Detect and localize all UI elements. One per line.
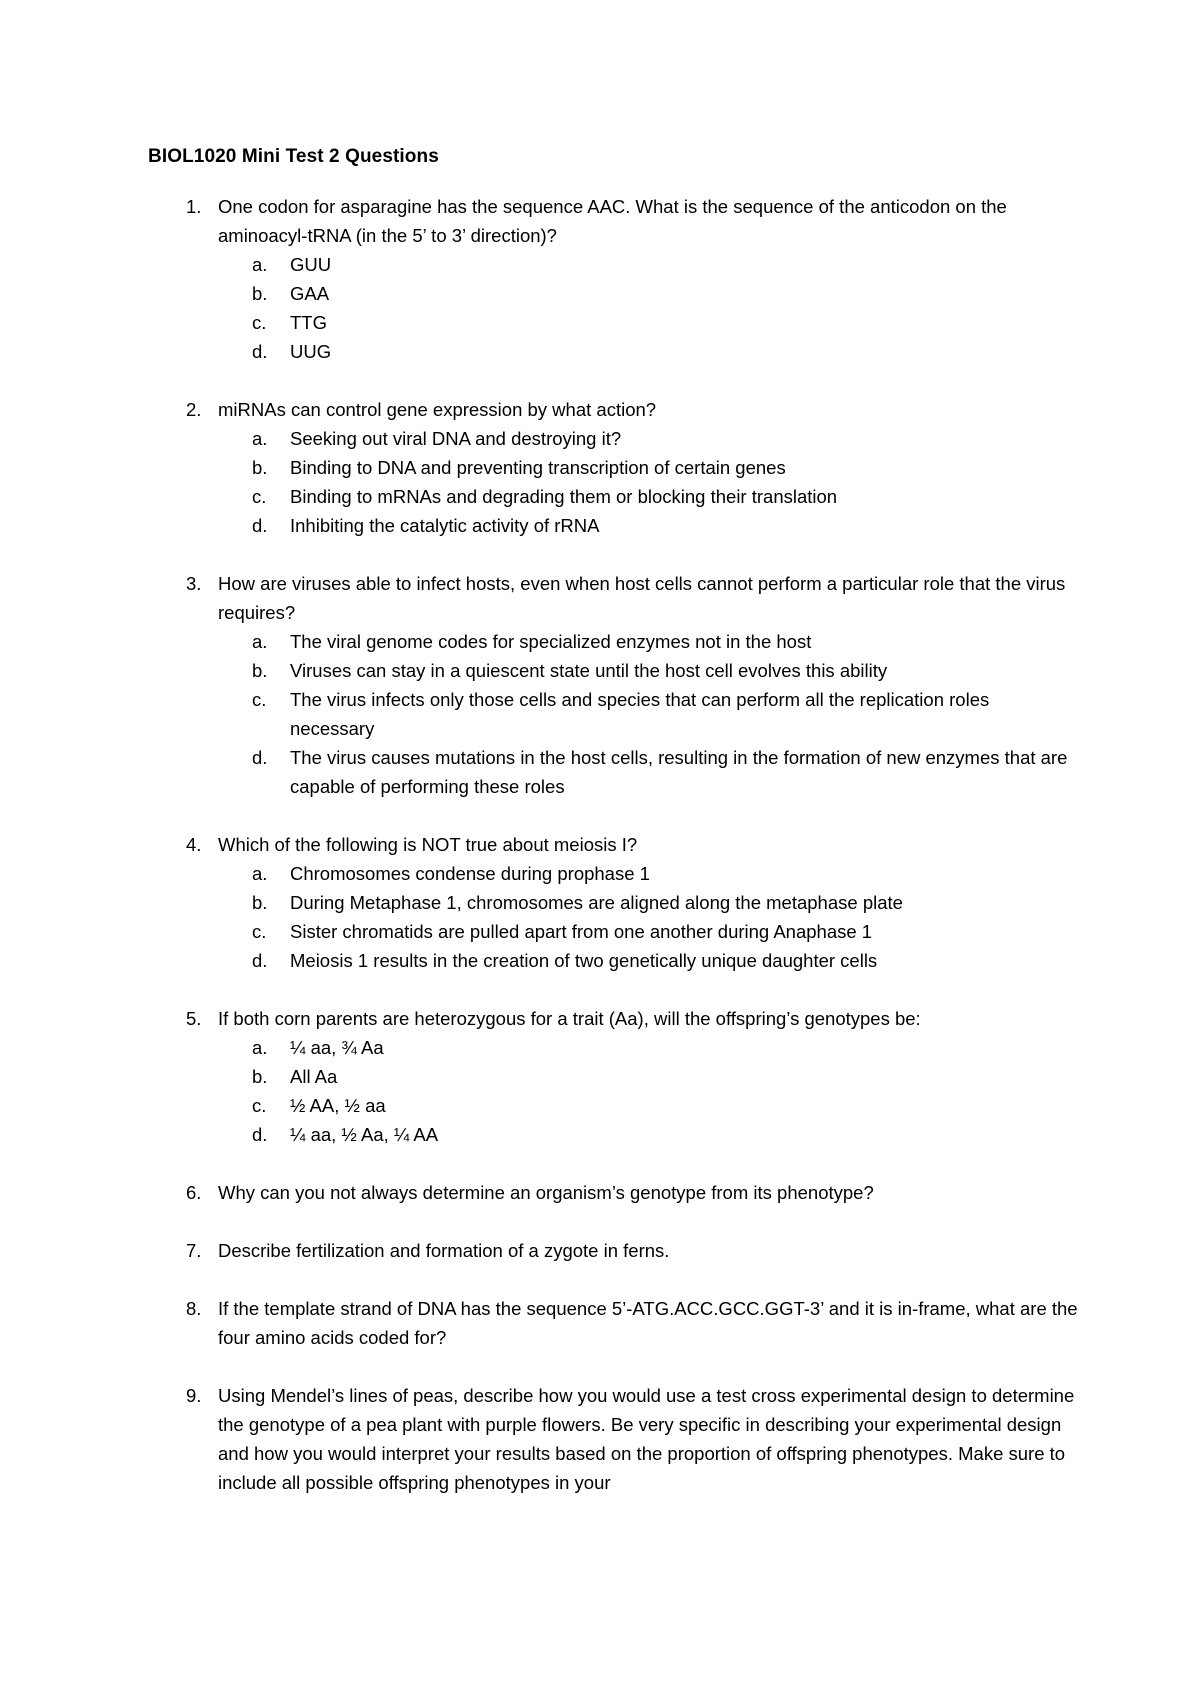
answer-option bbox=[218, 453, 1078, 482]
answer-option bbox=[218, 482, 1078, 511]
option-letter: c. bbox=[252, 921, 267, 942]
question-number: 4. bbox=[186, 834, 202, 855]
question-text: If the template strand of DNA has the sequence 5’-ATG.ACC.GCC.GGT-3’ and it is in-frame, what are the four amino acids coded for? bbox=[218, 1298, 1078, 1348]
option-text: GAA bbox=[290, 283, 330, 304]
page-title: BIOL1020 Mini Test 2 Questions bbox=[148, 146, 439, 167]
option-text: Seeking out viral DNA and destroying it? bbox=[290, 428, 622, 449]
answer-option bbox=[218, 279, 1078, 308]
question-item bbox=[148, 569, 1078, 801]
option-letter: d. bbox=[252, 747, 268, 768]
option-letter: a. bbox=[252, 631, 268, 652]
answer-option bbox=[218, 946, 1078, 975]
answer-option bbox=[218, 424, 1078, 453]
option-text: ¼ aa, ¾ Aa bbox=[290, 1037, 384, 1058]
option-letter: d. bbox=[252, 515, 268, 536]
option-letter: b. bbox=[252, 660, 268, 681]
option-letter: b. bbox=[252, 892, 268, 913]
answer-option bbox=[218, 250, 1078, 279]
option-letter: c. bbox=[252, 312, 267, 333]
answer-option bbox=[218, 627, 1078, 656]
answer-option bbox=[218, 1091, 1078, 1120]
answer-option bbox=[218, 308, 1078, 337]
option-text: GUU bbox=[290, 254, 332, 275]
answer-option bbox=[218, 917, 1078, 946]
question-text: One codon for asparagine has the sequence AAC. What is the sequence of the anticodon on the aminoacyl-tRNA (in the 5’ to 3’ direction)? bbox=[218, 196, 1007, 246]
answer-options bbox=[218, 627, 1078, 801]
answer-option bbox=[218, 511, 1078, 540]
question-item bbox=[148, 1178, 1078, 1207]
option-letter: b. bbox=[252, 1066, 268, 1087]
question-item bbox=[148, 1294, 1078, 1352]
option-text: Inhibiting the catalytic activity of rRNA bbox=[290, 515, 600, 536]
answer-options bbox=[218, 859, 1078, 975]
question-item bbox=[148, 1381, 1078, 1497]
answer-option bbox=[218, 1120, 1078, 1149]
option-text: Binding to mRNAs and degrading them or blocking their translation bbox=[290, 486, 838, 507]
answer-options bbox=[218, 1033, 1078, 1149]
option-letter: a. bbox=[252, 428, 268, 449]
option-text: The viral genome codes for specialized enzymes not in the host bbox=[290, 631, 812, 652]
question-text: Why can you not always determine an organism’s genotype from its phenotype? bbox=[218, 1182, 874, 1203]
question-number: 9. bbox=[186, 1385, 202, 1406]
question-list bbox=[148, 192, 1078, 1526]
option-text: UUG bbox=[290, 341, 332, 362]
question-text: miRNAs can control gene expression by what action? bbox=[218, 399, 657, 420]
option-text: Sister chromatids are pulled apart from one another during Anaphase 1 bbox=[290, 921, 873, 942]
answer-options bbox=[218, 424, 1078, 540]
option-letter: c. bbox=[252, 1095, 267, 1116]
question-number: 8. bbox=[186, 1298, 202, 1319]
option-text: Chromosomes condense during prophase 1 bbox=[290, 863, 650, 884]
option-letter: a. bbox=[252, 1037, 268, 1058]
question-number: 3. bbox=[186, 573, 202, 594]
answer-option bbox=[218, 859, 1078, 888]
question-number: 6. bbox=[186, 1182, 202, 1203]
question-item bbox=[148, 395, 1078, 540]
question-number: 7. bbox=[186, 1240, 202, 1261]
question-item bbox=[148, 1236, 1078, 1265]
answer-option bbox=[218, 685, 1078, 743]
option-text: TTG bbox=[290, 312, 327, 333]
option-text: During Metaphase 1, chromosomes are aligned along the metaphase plate bbox=[290, 892, 903, 913]
question-text: How are viruses able to infect hosts, even when host cells cannot perform a particular role that the virus requires? bbox=[218, 573, 1066, 623]
answer-option bbox=[218, 888, 1078, 917]
option-text: Viruses can stay in a quiescent state until the host cell evolves this ability bbox=[290, 660, 888, 681]
option-letter: d. bbox=[252, 341, 268, 362]
question-item bbox=[148, 830, 1078, 975]
option-text: ½ AA, ½ aa bbox=[290, 1095, 386, 1116]
option-letter: a. bbox=[252, 863, 268, 884]
question-text: Which of the following is NOT true about meiosis I? bbox=[218, 834, 638, 855]
question-text: If both corn parents are heterozygous for a trait (Aa), will the offspring’s genotypes be: bbox=[218, 1008, 921, 1029]
answer-option bbox=[218, 743, 1078, 801]
answer-option bbox=[218, 1062, 1078, 1091]
option-letter: a. bbox=[252, 254, 268, 275]
option-text: Meiosis 1 results in the creation of two genetically unique daughter cells bbox=[290, 950, 878, 971]
question-text: Describe fertilization and formation of a zygote in ferns. bbox=[218, 1240, 670, 1261]
question-number: 5. bbox=[186, 1008, 202, 1029]
option-letter: c. bbox=[252, 486, 267, 507]
answer-option bbox=[218, 1033, 1078, 1062]
option-letter: b. bbox=[252, 457, 268, 478]
answer-option bbox=[218, 656, 1078, 685]
answer-options bbox=[218, 250, 1078, 366]
question-text: Using Mendel’s lines of peas, describe how you would use a test cross experimental design to determine the genotype of a pea plant with purple flowers. Be very specific in describing your experimental design and how you would interpret your results based on the proportion of offspring phenotypes. Make sure to include all possible offspring phenotypes in your bbox=[218, 1385, 1075, 1493]
option-letter: b. bbox=[252, 283, 268, 304]
option-text: ¼ aa, ½ Aa, ¼ AA bbox=[290, 1124, 439, 1145]
answer-option bbox=[218, 337, 1078, 366]
question-item bbox=[148, 1004, 1078, 1149]
option-text: The virus causes mutations in the host cells, resulting in the formation of new enzymes that are capable of performing these roles bbox=[290, 747, 1068, 797]
question-item bbox=[148, 192, 1078, 366]
question-number: 2. bbox=[186, 399, 202, 420]
option-letter: d. bbox=[252, 1124, 268, 1145]
option-text: All Aa bbox=[290, 1066, 338, 1087]
option-text: Binding to DNA and preventing transcription of certain genes bbox=[290, 457, 786, 478]
option-letter: d. bbox=[252, 950, 268, 971]
question-number: 1. bbox=[186, 196, 202, 217]
option-letter: c. bbox=[252, 689, 267, 710]
option-text: The virus infects only those cells and species that can perform all the replication roles necessary bbox=[290, 689, 990, 739]
